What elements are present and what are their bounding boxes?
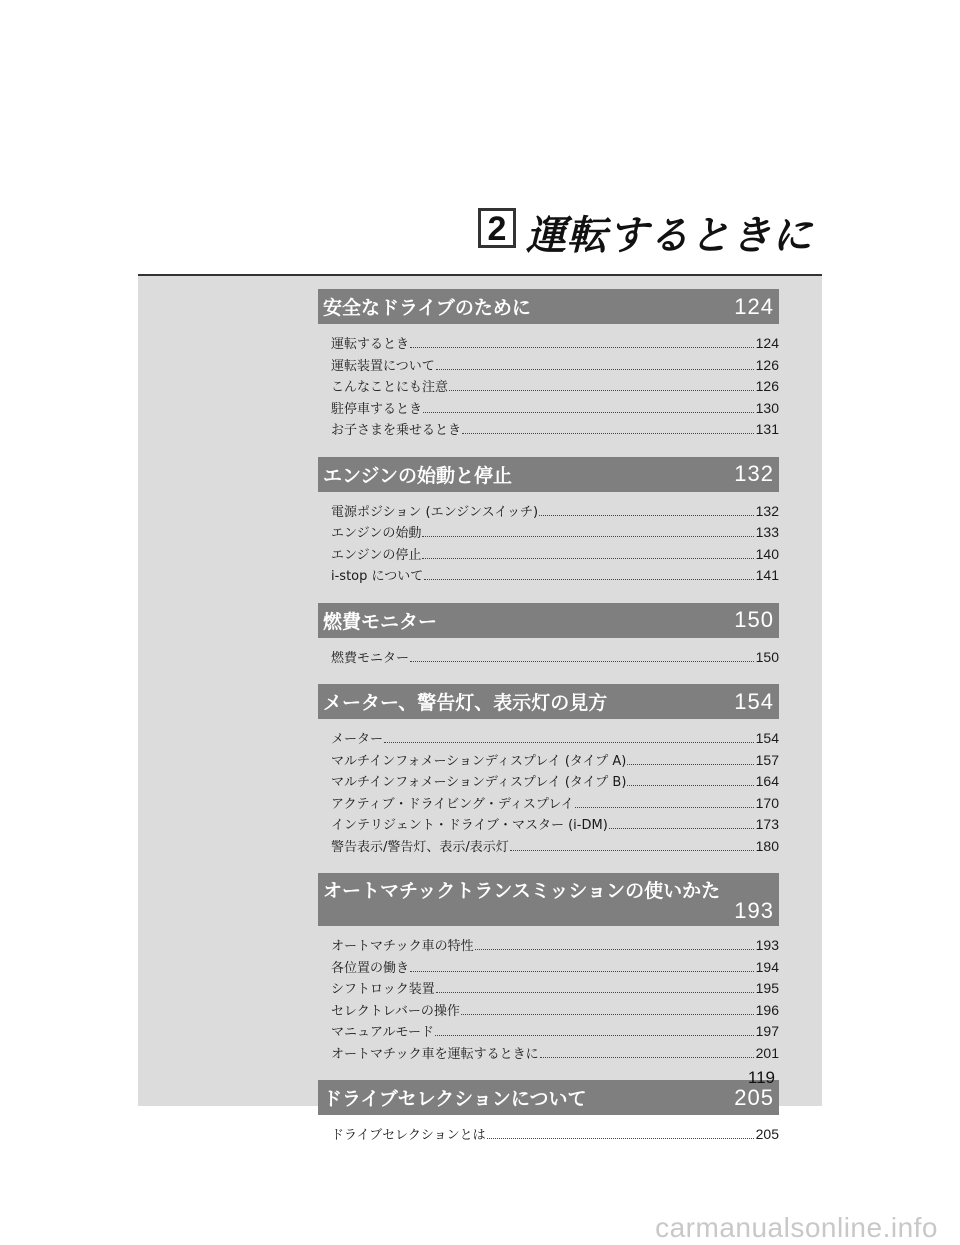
section-title: 安全なドライブのために bbox=[323, 297, 531, 319]
toc-section-drive-selection bbox=[318, 1080, 779, 1146]
entry-label: 警告表示/警告灯、表示/表示灯 bbox=[331, 839, 509, 855]
section-header[interactable] bbox=[318, 603, 779, 638]
entry-label: オートマチック車の特性 bbox=[331, 939, 474, 954]
entry-page: 194 bbox=[755, 958, 779, 975]
toc-entry[interactable] bbox=[331, 814, 779, 836]
chapter-number-box: 2 bbox=[478, 208, 516, 248]
chapter-title: 運転するときに bbox=[526, 213, 813, 259]
entry-label: エンジンの始動 bbox=[331, 526, 422, 541]
table-of-contents bbox=[318, 289, 779, 1162]
toc-entry[interactable] bbox=[331, 647, 779, 669]
section-header[interactable] bbox=[318, 457, 779, 492]
entry-label: 燃費モニター bbox=[331, 650, 410, 666]
toc-entry[interactable] bbox=[331, 771, 779, 793]
section-page: 154 bbox=[734, 688, 774, 714]
toc-entry[interactable] bbox=[331, 544, 779, 566]
section-page: 205 bbox=[734, 1084, 774, 1110]
toc-entry[interactable] bbox=[331, 836, 779, 858]
entry-label: シフトロック装置 bbox=[331, 982, 435, 997]
toc-entry[interactable] bbox=[331, 793, 779, 815]
entry-page: 196 bbox=[755, 1001, 779, 1018]
toc-section-engine bbox=[318, 457, 779, 587]
toc-entry[interactable] bbox=[331, 935, 779, 957]
entry-label: 駐停車するとき bbox=[331, 401, 423, 417]
toc-entry[interactable] bbox=[331, 978, 779, 1000]
toc-entry[interactable] bbox=[331, 957, 779, 979]
entry-label: マルチインフォメーションディスプレイ (タイプ A) bbox=[331, 753, 627, 769]
toc-entry[interactable] bbox=[331, 419, 779, 441]
section-title: メーター、警告灯、表示灯の見方 bbox=[323, 692, 608, 714]
entry-label: マニュアルモード bbox=[331, 1025, 434, 1040]
entry-label: マルチインフォメーションディスプレイ (タイプ B) bbox=[331, 775, 627, 790]
toc-section-safe-driving bbox=[318, 289, 779, 441]
entry-page: 170 bbox=[755, 794, 779, 811]
entry-page: 141 bbox=[755, 567, 779, 583]
toc-entry[interactable] bbox=[331, 333, 779, 355]
toc-entry[interactable] bbox=[331, 565, 779, 587]
toc-entry[interactable] bbox=[331, 501, 779, 523]
toc-entry[interactable] bbox=[331, 1000, 779, 1022]
entry-page: 126 bbox=[755, 356, 779, 373]
section-title: エンジンの始動と停止 bbox=[323, 464, 513, 487]
section-page: 132 bbox=[734, 461, 774, 486]
toc-entry[interactable] bbox=[331, 355, 779, 377]
entry-label: こんなことにも注意 bbox=[331, 380, 449, 395]
entry-label: 各位置の働き bbox=[331, 960, 410, 976]
section-title: ドライブセレクションについて bbox=[323, 1088, 587, 1110]
toc-entry[interactable] bbox=[331, 1124, 779, 1146]
entry-page: 205 bbox=[755, 1126, 779, 1142]
entry-page: 197 bbox=[755, 1023, 779, 1039]
toc-section-automatic-transmission bbox=[318, 873, 779, 1064]
entry-page: 124 bbox=[755, 335, 779, 351]
entry-label: 運転装置について bbox=[331, 358, 435, 374]
entry-page: 180 bbox=[755, 837, 779, 854]
entry-label: ドライブセレクションとは bbox=[331, 1128, 486, 1143]
entry-label: 電源ポジション (エンジンスイッチ) bbox=[331, 504, 539, 520]
section-title: 燃費モニター bbox=[323, 610, 438, 633]
entry-page: 150 bbox=[755, 648, 779, 665]
section-header[interactable] bbox=[318, 684, 779, 719]
toc-entry[interactable] bbox=[331, 728, 779, 750]
entry-label: エンジンの停止 bbox=[331, 547, 422, 563]
toc-section-fuel-monitor bbox=[318, 603, 779, 669]
toc-entry[interactable] bbox=[331, 750, 779, 772]
entry-page: 132 bbox=[755, 502, 779, 519]
entry-page: 193 bbox=[755, 937, 779, 953]
page-number: 119 bbox=[747, 1068, 775, 1087]
entry-page: 195 bbox=[755, 980, 779, 996]
toc-section-meters bbox=[318, 684, 779, 857]
section-page: 124 bbox=[734, 293, 774, 319]
entry-page: 130 bbox=[755, 399, 779, 416]
entry-page: 201 bbox=[755, 1044, 779, 1061]
entry-label: アクティブ・ドライビング・ディスプレイ bbox=[331, 796, 574, 812]
section-header[interactable] bbox=[318, 289, 779, 324]
entry-label: お子さまを乗せるとき bbox=[331, 423, 462, 438]
entry-label: オートマチック車を運転するときに bbox=[331, 1046, 539, 1062]
entry-page: 131 bbox=[755, 421, 779, 437]
watermark-text: carmanualsonline.info bbox=[655, 1212, 938, 1243]
entry-label: セレクトレバーの操作 bbox=[331, 1003, 460, 1019]
section-title: オートマチックトランスミッションの使いかた bbox=[323, 880, 721, 902]
toc-entry[interactable] bbox=[331, 1043, 779, 1065]
toc-entry[interactable] bbox=[331, 398, 779, 420]
entry-page: 173 bbox=[755, 816, 779, 832]
entry-page: 140 bbox=[755, 545, 779, 562]
entry-page: 164 bbox=[755, 773, 779, 789]
toc-entry[interactable] bbox=[331, 1021, 779, 1043]
entry-page: 154 bbox=[755, 730, 779, 746]
section-header[interactable] bbox=[318, 873, 779, 926]
toc-entry[interactable] bbox=[331, 522, 779, 544]
entry-label: メーター bbox=[331, 732, 384, 747]
entry-label: 運転するとき bbox=[331, 337, 410, 352]
entry-label: インテリジェント・ドライブ・マスター (i-DM) bbox=[331, 818, 608, 833]
entry-label: i-stop について bbox=[331, 569, 424, 584]
entry-page: 126 bbox=[755, 378, 779, 394]
toc-entry[interactable] bbox=[331, 376, 779, 398]
entry-page: 133 bbox=[755, 524, 779, 540]
section-page: 193 bbox=[734, 898, 774, 923]
entry-page: 157 bbox=[755, 751, 779, 768]
section-page: 150 bbox=[734, 607, 774, 632]
